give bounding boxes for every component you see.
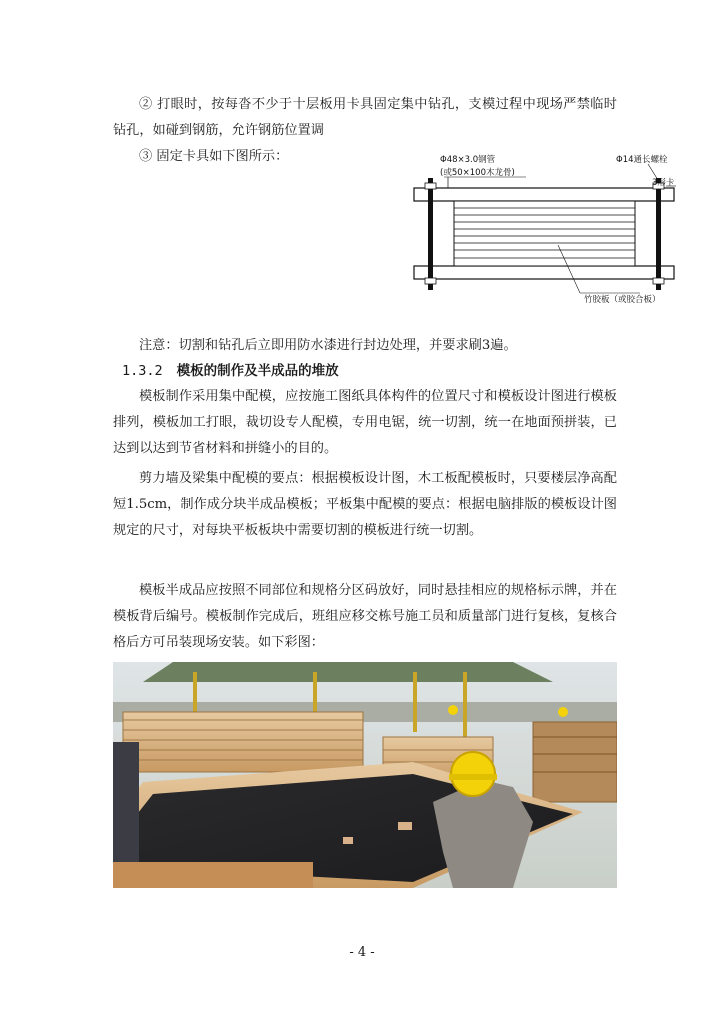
diagram-bottom-rail [414,266,674,279]
paragraph-stacking: 模板半成品应按照不同部位和规格分区码放好，同时悬挂相应的规格标示牌，并在模板背后编号。模板制作完成后，班组应移交栋号施工员和质量部门进行复核，复核合格后方可吊装现场安装。如下彩图： [113,583,617,650]
diagram-board-stack [454,201,635,266]
paragraph-drilling: ② 打眼时，按每沓不少于十层板用卡具固定集中钻孔，支模过程中现场严禁临时钻孔，如碰到钢筋，允许钢筋位置调 [113,97,617,138]
label-3-clip: 3形卡 [652,178,675,188]
label-steel-pipe: Φ48×3.0钢管 [440,155,496,165]
diagram-top-rail [414,188,674,201]
paragraph-key-points: 剪力墙及梁集中配模的要点：根据模板设计图，木工板配模板时，只要楼层净高配短1.5cm，制作成分块半成品模板；平板集中配模的要点：根据电脑排版的模板设计图规定的尺寸，对每块平板板块中需要切割的模板进行统一切割。 [113,471,617,538]
clamp-diagram [408,150,680,305]
section-heading [122,359,339,379]
label-bamboo-board: 竹胶板（或胶合板） [584,295,661,305]
section-title: 模板的制作及半成品的堆放 [176,363,339,379]
section-number: 1.3.2 [122,363,163,379]
paragraph-clamp-intro: ③ 固定卡具如下图所示： [139,149,289,164]
label-wood-joist: (或50×100木龙骨) [440,168,515,178]
label-through-bolt: Φ14通长螺栓 [616,155,668,165]
page-number: - 4 - [349,945,375,960]
paragraph-note: 注意：切割和钻孔后立即用防水漆进行封边处理，并要求刷3遍。 [139,338,517,353]
paragraph-centralized-formwork: 模板制作采用集中配模，应按施工图纸具体构件的位置尺寸和模板设计图进行模板排列，模板加工打眼，裁切设专人配模，专用电锯，统一切割，统一在地面预拼装，已达到以达到节省材料和拼缝小的目的。 [113,389,617,456]
construction-site-photo [113,662,617,888]
